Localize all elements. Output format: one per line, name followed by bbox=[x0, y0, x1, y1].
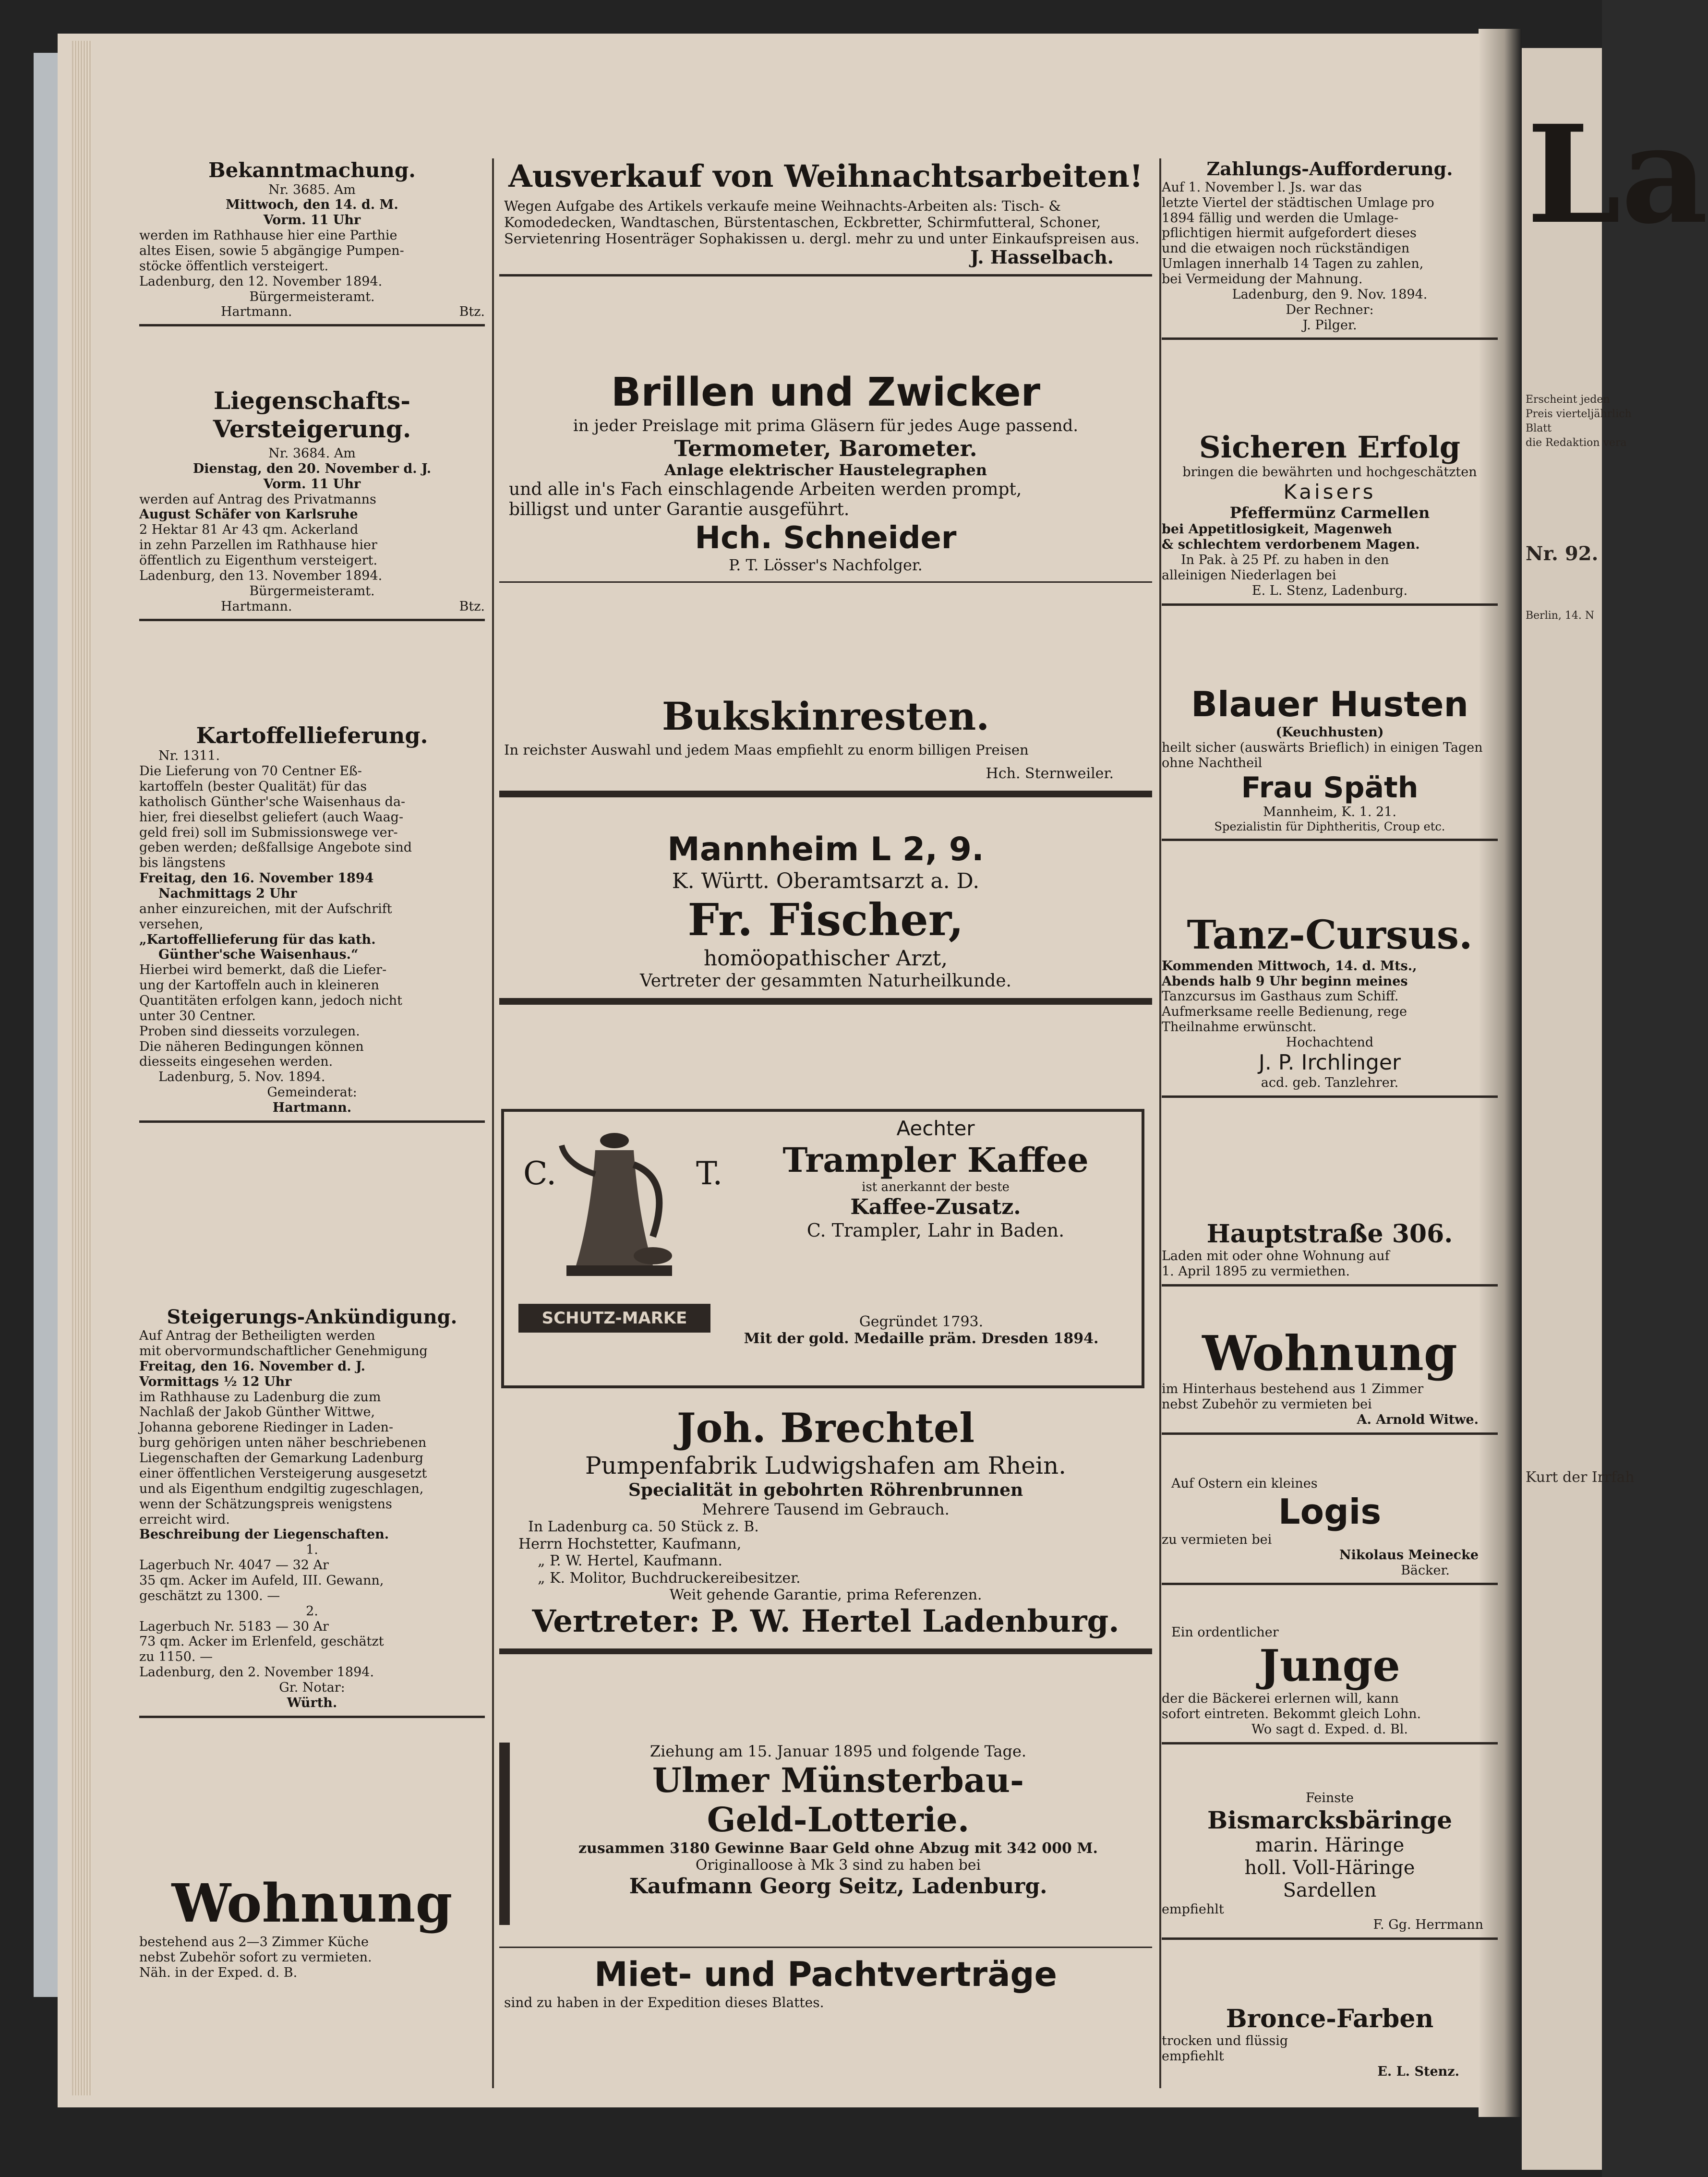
text-line: Nr. 3685. Am bbox=[268, 182, 356, 197]
text-line: zu vermieten bei bbox=[1162, 1532, 1272, 1547]
page-stack-edge bbox=[72, 41, 91, 2095]
text-line: katholisch Günther'sche Waisenhaus da- bbox=[139, 794, 406, 809]
text-line: billigst und unter Garantie ausgeführt. bbox=[509, 500, 850, 520]
divider bbox=[1162, 603, 1498, 606]
column-rule bbox=[492, 158, 494, 2088]
divider bbox=[1162, 337, 1498, 340]
text-line: 2 Hektar 81 Ar 43 qm. Ackerland bbox=[139, 522, 359, 538]
text-line: Die näheren Bedingungen können bbox=[139, 1039, 364, 1054]
signature: Bäcker. bbox=[1401, 1563, 1450, 1578]
signature: Hartmann. bbox=[221, 599, 292, 614]
divider bbox=[1162, 1583, 1498, 1585]
text-line: empfiehlt bbox=[1162, 2049, 1224, 2064]
ad-title: Bekanntmachung. bbox=[208, 158, 416, 182]
initial-c: C. bbox=[523, 1155, 557, 1192]
pot-lid bbox=[600, 1133, 629, 1148]
signature: Nikolaus Meinecke bbox=[1339, 1547, 1479, 1563]
ad-miet bbox=[499, 1947, 1152, 2010]
text-line: Nachlaß der Jakob Günther Wittwe, bbox=[139, 1405, 375, 1420]
divider bbox=[139, 1716, 485, 1718]
edge-text: Berlin, 14. N bbox=[1526, 610, 1595, 622]
text-line: öffentlich zu Eigenthum versteigert. bbox=[139, 553, 378, 568]
text-line: Näh. in der Exped. d. B. bbox=[139, 1965, 298, 1980]
edge-text: Kurt der Irrfah bbox=[1526, 1469, 1635, 1486]
text-line: ist anerkannt der beste bbox=[862, 1180, 1010, 1195]
signature: E. L. Stenz, Ladenburg. bbox=[1251, 583, 1408, 598]
signature: J. Pilger. bbox=[1302, 317, 1357, 333]
ad-hauptstrasse bbox=[1162, 1219, 1498, 1287]
text-line: Herrn Hochstetter, Kaufmann, bbox=[518, 1535, 742, 1552]
text-line: ung der Kartoffeln auch in kleineren bbox=[139, 978, 379, 993]
text-line: kartoffeln (bester Qualität) für das bbox=[139, 779, 367, 794]
divider bbox=[499, 581, 1152, 583]
brand-name: Trampler Kaffee bbox=[782, 1140, 1089, 1180]
text-line: Proben sind diesseits vorzulegen. bbox=[139, 1023, 360, 1039]
text-line: Gegründet 1793. bbox=[859, 1313, 984, 1330]
ad-bronce bbox=[1162, 2004, 1498, 2080]
text-line: Auf 1. November l. Js. war das bbox=[1162, 180, 1362, 195]
text-line: Mehrere Tausend im Gebrauch. bbox=[702, 1500, 950, 1518]
ad-erfolg bbox=[1162, 430, 1498, 606]
text-line: geld frei) soll im Submissionswege ver- bbox=[139, 825, 398, 840]
divider bbox=[499, 274, 1152, 277]
kaffee-text bbox=[734, 1117, 1137, 1241]
shop-name: Hch. Schneider bbox=[695, 520, 957, 556]
ad-bukskin bbox=[499, 694, 1152, 797]
text-line: Abends halb 9 Uhr beginn meines bbox=[1162, 974, 1408, 989]
ad-ausverkauf bbox=[499, 158, 1152, 277]
edge-text: die Redaktion vera bbox=[1526, 437, 1627, 449]
text-line: versehen, bbox=[139, 916, 204, 932]
ad-junge bbox=[1162, 1625, 1498, 1744]
text-line: Lagerbuch Nr. 4047 — 32 Ar bbox=[139, 1558, 329, 1573]
text-line: Ziehung am 15. Januar 1895 und folgende Tage. bbox=[650, 1742, 1027, 1760]
ad-brechtel bbox=[499, 1404, 1152, 1654]
text-line: empfiehlt bbox=[1162, 1902, 1224, 1917]
ad-title: Kartoffellieferung. bbox=[196, 722, 428, 748]
ad-title: Tanz-Cursus. bbox=[1187, 912, 1473, 958]
text-line: Bürgermeisteramt. bbox=[249, 289, 375, 304]
ad-liegenschafts bbox=[139, 386, 485, 621]
text-line: im Rathhause zu Ladenburg die zum bbox=[139, 1389, 381, 1405]
ad-kaffee bbox=[501, 1109, 1144, 1388]
divider bbox=[1162, 839, 1498, 841]
divider bbox=[499, 791, 1152, 797]
text-line: und alle in's Fach einschlagende Arbeiten werden prompt, bbox=[509, 479, 1022, 499]
text-line: bestehend aus 2—3 Zimmer Küche bbox=[139, 1934, 369, 1949]
divider bbox=[1162, 1937, 1498, 1940]
text-line: diesseits eingesehen werden. bbox=[139, 1054, 333, 1070]
text-line: August Schäfer von Karlsruhe bbox=[139, 507, 358, 522]
schutzmarke-banner: SCHUTZ-MARKE bbox=[518, 1304, 710, 1333]
ad-title: Steigerungs-Ankündigung. bbox=[167, 1306, 457, 1328]
text-line: Kommenden Mittwoch, 14. d. Mts., bbox=[1162, 958, 1417, 974]
ad-title: Hauptstraße 306. bbox=[1206, 1219, 1453, 1249]
text-line: Sardellen bbox=[1283, 1879, 1377, 1902]
text-line: in zehn Parzellen im Rathhause hier bbox=[139, 538, 377, 553]
ad-title: Ausverkauf von Weihnachtsarbeiten! bbox=[508, 158, 1143, 194]
text-line: wenn der Schätzungspreis wenigstens bbox=[139, 1496, 392, 1512]
text-line: bei Appetitlosigkeit, Magenweh bbox=[1162, 522, 1392, 537]
text-line: In Ladenburg ca. 50 Stück z. B. bbox=[528, 1518, 759, 1536]
text-line: Anlage elektrischer Haustelegraphen bbox=[664, 461, 987, 480]
text-line: Kaffee-Zusatz. bbox=[850, 1194, 1021, 1219]
ad-lotterie bbox=[499, 1743, 1152, 1925]
text-line: bei Vermeidung der Mahnung. bbox=[1162, 271, 1363, 287]
text-line: marin. Häringe bbox=[1255, 1834, 1405, 1856]
signature: F. Gg. Herrmann bbox=[1373, 1917, 1483, 1933]
column-rule bbox=[1159, 158, 1161, 2088]
ad-wohnung-right bbox=[1162, 1325, 1498, 1435]
text-line: Ladenburg, den 13. November 1894. bbox=[139, 568, 383, 583]
text-line: acd. geb. Tanzlehrer. bbox=[1261, 1075, 1399, 1090]
text-line: (Keuchhusten) bbox=[1275, 724, 1384, 740]
edge-text: Erscheint jeden bbox=[1526, 394, 1610, 406]
text-line: „Kartoffellieferung für das kath. bbox=[139, 932, 376, 947]
text-line: Kaisers bbox=[1283, 480, 1376, 504]
text-line: burg gehörigen unten näher beschriebenen bbox=[139, 1435, 427, 1451]
text-line: Vertreter der gesammten Naturheilkunde. bbox=[640, 971, 1011, 991]
ad-title: Zahlungs-Aufforderung. bbox=[1206, 158, 1453, 180]
shop-sub: P. T. Lösser's Nachfolger. bbox=[729, 556, 923, 575]
ad-haringe bbox=[1162, 1791, 1498, 1940]
text-line: Quantitäten erfolgen kann, jedoch nicht bbox=[139, 993, 403, 1009]
text-line: 1894 fällig und werden die Umlage- bbox=[1162, 210, 1398, 226]
divider bbox=[1162, 1095, 1498, 1098]
edge-issue: Nr. 92. bbox=[1526, 542, 1599, 565]
text-line: altes Eisen, sowie 5 abgängige Pumpen- bbox=[139, 243, 404, 258]
text-line: hier, frei dieselbst geliefert (auch Waag- bbox=[139, 809, 404, 825]
text-line: 1. April 1895 zu vermiethen. bbox=[1162, 1264, 1350, 1279]
text-line: 1. bbox=[306, 1542, 318, 1558]
text-line: Liegenschaften der Gemarkung Ladenburg bbox=[139, 1451, 423, 1466]
signature-suffix: Btz. bbox=[459, 599, 485, 614]
coffee-pot-illustration bbox=[557, 1121, 682, 1304]
text-line: Hochachtend bbox=[1286, 1035, 1374, 1050]
ad-logis bbox=[1162, 1476, 1498, 1585]
text-line: Johanna geborene Riedinger in Laden- bbox=[139, 1420, 394, 1435]
doctor-name: Fr. Fischer, bbox=[687, 894, 964, 946]
ad-fischer bbox=[499, 830, 1152, 1005]
edge-text: Blatt bbox=[1526, 422, 1552, 434]
text-line: und als Eigenthum endgiltig zugeschlagen, bbox=[139, 1481, 424, 1496]
text-line: Kaufmann Georg Seitz, Ladenburg. bbox=[629, 1874, 1047, 1899]
column-left bbox=[139, 144, 485, 2091]
text-line: Wo sagt d. Exped. d. Bl. bbox=[1251, 1721, 1408, 1737]
ad-title: Miet- und Pachtverträge bbox=[594, 1955, 1058, 1994]
text-line: Theilnahme erwünscht. bbox=[1162, 1020, 1317, 1035]
divider bbox=[139, 619, 485, 621]
text-line: Pumpenfabrik Ludwigshafen am Rhein. bbox=[585, 1452, 1067, 1480]
text-line: Die Lieferung von 70 Centner Eß- bbox=[139, 764, 362, 779]
text-line: Weit gehende Garantie, prima Referenzen. bbox=[669, 1586, 982, 1603]
text-line: mit obervormundschaftlicher Genehmigung bbox=[139, 1344, 428, 1359]
ad-title: Liegenschafts-Versteigerung. bbox=[213, 386, 411, 443]
text-line: Mit der gold. Medaille präm. Dresden 1894. bbox=[744, 1330, 1099, 1347]
ad-title: Wohnung bbox=[1202, 1325, 1457, 1382]
text-line: Freitag, den 16. November 1894 bbox=[139, 871, 374, 886]
text-line: Lagerbuch Nr. 5183 — 30 Ar bbox=[139, 1619, 329, 1634]
divider bbox=[499, 1947, 1152, 1948]
text-line: geschätzt zu 1300. — bbox=[139, 1588, 280, 1603]
text-line: geben werden; deßfallsige Angebote sind bbox=[139, 840, 412, 855]
text-line: Ladenburg, den 12. November 1894. bbox=[139, 274, 383, 289]
signature: E. L. Stenz. bbox=[1377, 2064, 1459, 2080]
text-line: C. Trampler, Lahr in Baden. bbox=[806, 1219, 1065, 1241]
divider bbox=[1162, 1432, 1498, 1435]
edge-text: Preis vierteljährlich bbox=[1526, 408, 1632, 420]
text-line: Feinste bbox=[1306, 1791, 1354, 1805]
text-line: Tanzcursus im Gasthaus zum Schiff. bbox=[1162, 989, 1399, 1004]
text-line: nebst Zubehör sofort zu vermieten. bbox=[139, 1949, 372, 1965]
ad-kartoffellieferung bbox=[139, 722, 485, 1123]
text-line: Vorm. 11 Uhr bbox=[263, 213, 361, 228]
ad-text: sind zu haben in der Expedition dieses Blattes. bbox=[504, 1994, 824, 2010]
text-line: Vorm. 11 Uhr bbox=[263, 476, 361, 492]
text-line: und die etwaigen noch rückständigen bbox=[1162, 241, 1410, 256]
text-line: Vormittags ½ 12 Uhr bbox=[139, 1374, 292, 1389]
text-line: erreicht wird. bbox=[139, 1512, 230, 1527]
text-line: Bürgermeisteramt. bbox=[249, 583, 375, 599]
teacher-name: J. P. Irchlinger bbox=[1258, 1050, 1401, 1075]
ad-title: Bukskinresten. bbox=[662, 694, 990, 739]
pot-spout bbox=[562, 1145, 595, 1174]
text-line: Gr. Notar: bbox=[279, 1680, 345, 1695]
text-line: trocken und flüssig bbox=[1162, 2033, 1288, 2049]
text-line: „ P. W. Hertel, Kaufmann. bbox=[538, 1552, 722, 1570]
text-line: bis längstens bbox=[139, 855, 226, 871]
text-line: bringen die bewährten und hochgeschätzten bbox=[1182, 465, 1477, 480]
text-line: Gemeinderat: bbox=[267, 1085, 357, 1100]
text-line: homöopathischer Arzt, bbox=[703, 946, 948, 971]
text-line: 73 qm. Acker im Erlenfeld, geschätzt bbox=[139, 1634, 384, 1649]
lottery-title: Geld-Lotterie. bbox=[707, 1800, 970, 1840]
text-line: zu 1150. — bbox=[139, 1649, 213, 1665]
ad-text: heilt sicher (auswärts Brieflich) in einigen Tagen ohne Nachtheil bbox=[1162, 740, 1483, 770]
column-right bbox=[1162, 144, 1498, 2091]
signature: Hch. Sternweiler. bbox=[986, 765, 1114, 782]
text-line: Spezialistin für Diphtheritis, Croup etc. bbox=[1214, 820, 1445, 834]
ad-zahlung bbox=[1162, 158, 1498, 340]
ad-text: Wegen Aufgabe des Artikels verkaufe meine Weihnachts-Arbeiten als: Tisch- & Komodedecken, Wandtaschen, Bürstentaschen, Eckbretter, Schirmfutteral, Schoner, Servietenring Hosenträger Sophakissen u. dergl. mehr zu und unter Einkaufspreisen aus. bbox=[504, 197, 1140, 247]
signature: Hartmann. bbox=[272, 1100, 352, 1116]
text-line: Termometer, Barometer. bbox=[674, 435, 977, 461]
ad-title: Sicheren Erfolg bbox=[1199, 430, 1461, 465]
text-line: In Pak. à 25 Pf. zu haben in den bbox=[1181, 553, 1389, 568]
text-line: Ladenburg, 5. Nov. 1894. bbox=[158, 1070, 325, 1085]
ad-head: Mannheim L 2, 9. bbox=[667, 830, 984, 868]
text-line: Günther'sche Waisenhaus.“ bbox=[158, 947, 359, 962]
lottery-title: Ulmer Münsterbau- bbox=[652, 1760, 1024, 1800]
kaffee-footer bbox=[706, 1313, 1137, 1347]
ad-title: Logis bbox=[1278, 1491, 1382, 1532]
text-line: Mittwoch, den 14. d. M. bbox=[226, 197, 398, 213]
text-line: pflichtigen hiermit aufgefordert dieses bbox=[1162, 226, 1417, 241]
divider bbox=[1162, 1284, 1498, 1287]
ad-title: Junge bbox=[1259, 1640, 1400, 1691]
text-line: Specialität in gebohrten Röhrenbrunnen bbox=[628, 1480, 1023, 1501]
divider bbox=[499, 1648, 1152, 1654]
text-line: & schlechtem verdorbenem Magen. bbox=[1162, 537, 1420, 553]
text-line: holl. Voll-Häringe bbox=[1244, 1857, 1415, 1879]
text-line: werden auf Antrag des Privatmanns bbox=[139, 492, 376, 507]
text-line: Pfeffermünz Carmellen bbox=[1229, 503, 1430, 522]
ad-bekanntmachung bbox=[139, 158, 485, 326]
text-line: in jeder Preislage mit prima Gläsern für jedes Auge passend. bbox=[573, 416, 1079, 435]
text-line: der die Bäckerei erlernen will, kann bbox=[1162, 1691, 1399, 1707]
text-line: „ K. Molitor, Buchdruckereibesitzer. bbox=[538, 1569, 801, 1587]
text-line: Ladenburg, den 9. Nov. 1894. bbox=[1232, 287, 1428, 302]
text-line: anher einzureichen, mit der Aufschrift bbox=[139, 901, 392, 916]
text-line: Umlagen innerhalb 14 Tagen zu zahlen, bbox=[1162, 256, 1424, 272]
signature: J. Hasselbach. bbox=[970, 246, 1114, 268]
text-line: K. Württ. Oberamtsarzt a. D. bbox=[672, 869, 980, 894]
ad-title: Brillen und Zwicker bbox=[611, 370, 1041, 415]
text-line: Aechter bbox=[896, 1117, 975, 1140]
ad-title: Blauer Husten bbox=[1191, 684, 1468, 724]
divider bbox=[139, 324, 485, 326]
cup bbox=[634, 1247, 672, 1264]
ad-tanz bbox=[1162, 912, 1498, 1098]
signature: Würth. bbox=[287, 1695, 337, 1710]
text-line: Hierbei wird bemerkt, daß die Liefer- bbox=[139, 962, 387, 978]
text-line: sofort eintreten. Bekommt gleich Lohn. bbox=[1162, 1706, 1421, 1721]
text-line: nebst Zubehör zu vermieten bei bbox=[1162, 1396, 1372, 1412]
text-line: unter 30 Centner. bbox=[139, 1008, 256, 1023]
adjacent-page bbox=[1522, 48, 1708, 2170]
ad-title: Bronce-Farben bbox=[1226, 2004, 1434, 2033]
text-line: zusammen 3180 Gewinne Baar Geld ohne Abzug mit 342 000 M. bbox=[578, 1840, 1098, 1857]
text-line: Dienstag, den 20. November d. J. bbox=[192, 461, 432, 476]
text-line: Laden mit oder ohne Wohnung auf bbox=[1162, 1249, 1390, 1264]
healer-name: Frau Späth bbox=[1241, 770, 1419, 805]
text-line: 2. bbox=[306, 1603, 318, 1619]
text-line: letzte Viertel der städtischen Umlage pro bbox=[1162, 195, 1434, 210]
ad-husten bbox=[1162, 684, 1498, 841]
ad-brillen bbox=[499, 370, 1152, 583]
text-line: im Hinterhaus bestehend aus 1 Zimmer bbox=[1162, 1382, 1424, 1396]
vertreter: Vertreter: P. W. Hertel Ladenburg. bbox=[532, 1603, 1119, 1640]
signature-suffix: Btz. bbox=[459, 304, 485, 320]
text-line: Der Rechner: bbox=[1286, 302, 1374, 317]
initial-t: T. bbox=[696, 1155, 723, 1192]
text-line: Beschreibung der Liegenschaften. bbox=[139, 1527, 389, 1542]
ad-steigerung bbox=[139, 1306, 485, 1718]
ad-title: Wohnung bbox=[171, 1872, 453, 1934]
text-line: Nachmittags 2 Uhr bbox=[158, 886, 297, 901]
signature: A. Arnold Witwe. bbox=[1357, 1412, 1479, 1427]
text-line: stöcke öffentlich versteigert. bbox=[139, 258, 329, 274]
text-line: Originalloose à Mk 3 sind zu haben bei bbox=[695, 1857, 981, 1874]
divider bbox=[139, 1120, 485, 1123]
column-middle bbox=[499, 144, 1152, 2091]
ad-text: In reichster Auswahl und jedem Maas empfiehlt zu enorm billigen Preisen bbox=[504, 742, 1029, 758]
tray bbox=[566, 1265, 672, 1276]
text-line: Freitag, den 16. November d. J. bbox=[139, 1359, 366, 1374]
text-line: einer öffentlichen Versteigerung ausgesetzt bbox=[139, 1466, 427, 1481]
masthead-lettering: La bbox=[1527, 96, 1708, 254]
text-line: Nr. 1311. bbox=[158, 748, 220, 764]
text-line: Aufmerksame reelle Bedienung, rege bbox=[1162, 1004, 1407, 1020]
ad-wohnung-left bbox=[139, 1872, 485, 1980]
text-line: Nr. 3684. Am bbox=[268, 446, 356, 461]
text-line: Auf Antrag der Betheiligten werden bbox=[139, 1328, 375, 1344]
ad-title: Bismarcksbäringe bbox=[1207, 1805, 1453, 1834]
text-line: Ladenburg, den 2. November 1894. bbox=[139, 1665, 374, 1680]
divider bbox=[499, 998, 1152, 1005]
text-line: alleinigen Niederlagen bei bbox=[1162, 567, 1336, 583]
text-line: Ein ordentlicher bbox=[1171, 1625, 1279, 1640]
ad-title: Joh. Brechtel bbox=[676, 1404, 975, 1452]
text-line: werden im Rathhause hier eine Parthie bbox=[139, 228, 397, 243]
text-line: Mannheim, K. 1. 21. bbox=[1263, 805, 1396, 820]
text-line: 35 qm. Acker im Aufeld, III. Gewann, bbox=[139, 1573, 384, 1588]
signature: Hartmann. bbox=[221, 304, 292, 320]
divider bbox=[1162, 1742, 1498, 1744]
text-line: Auf Ostern ein kleines bbox=[1171, 1476, 1318, 1491]
